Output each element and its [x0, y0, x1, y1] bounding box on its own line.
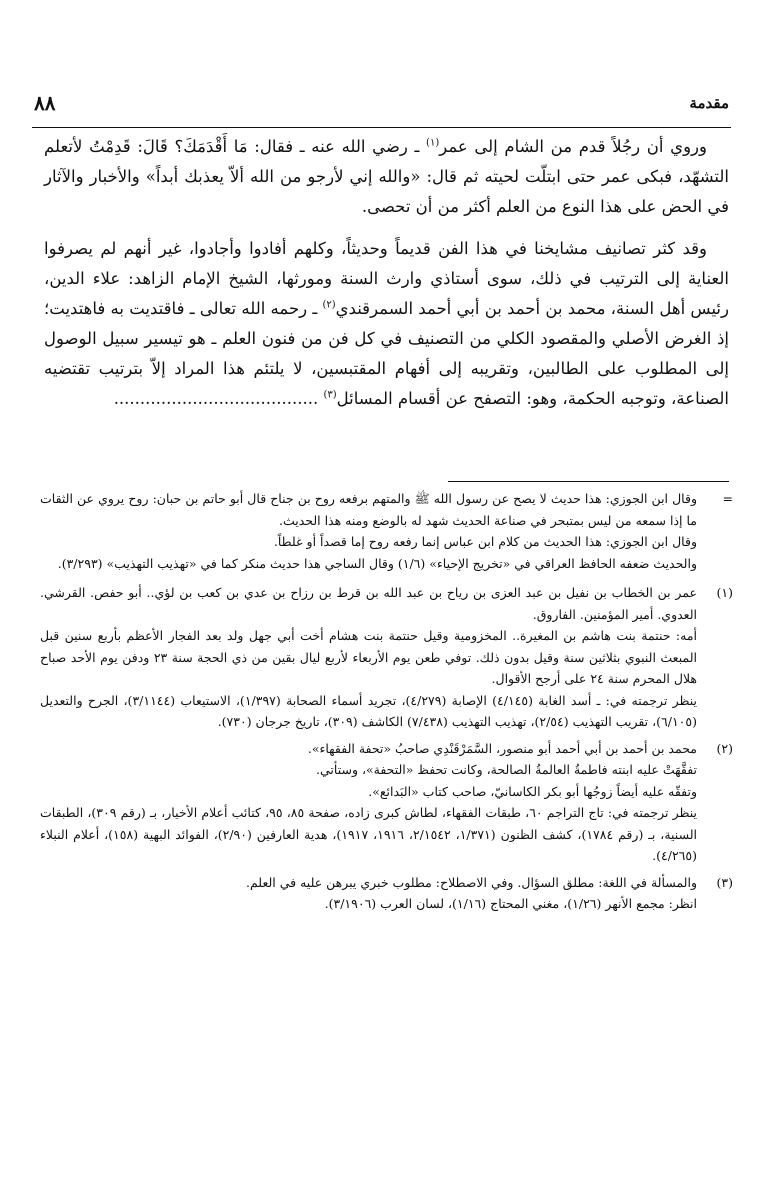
footnote-line: والحديث ضعفه الحافظ العراقي في «تخريج الإحياء» (١/٦) وقال الساجي هذا حديث منكر كما في «تهذيب التهذيب» (٣/٢٩٣).	[57, 555, 697, 571]
footnote-ref: (٣)	[323, 389, 337, 401]
header-divider	[32, 127, 731, 128]
footnote-ref: (٢)	[322, 299, 336, 311]
page-number: ٨٨	[34, 91, 56, 115]
footnote-line: تفقَّهَتْ عليه ابنته فاطمةُ العالمةُ الصالحة، وكانت تحفظ «التحفة»، وستأتي.	[316, 762, 697, 777]
footnote-line: وتفقّه عليه أيضاً زوجُها أبو بكر الكاسانيّ، صاحب كتاب «البَدائع».	[368, 783, 697, 799]
footnote-1	[40, 582, 733, 733]
footnote-line: والمسألة في اللغة: مطلق السؤال. وفي الاصطلاح: مطلوب خبري يبرهن عليه في العلم.	[246, 874, 697, 890]
section-title: مقدمة	[689, 94, 729, 112]
footnote-line: عمر بن الخطاب بن نفيل بن عبد العزى بن رياح بن عبد الله بن قرط بن رزاح بن عدي بن كعب بن لؤي.. أبو حفص. القرشي. العدوي. أمير المؤمنين. الفاروق.	[40, 585, 697, 622]
main-paragraph: وروي أن رجُلاً قدم من الشام إلى عمر$^{(١)}$ ـ رضي الله عنه ـ فقال: مَا أَقْدَمَكَ؟ قَالَ: قَدِمْتُ لأتعلم التشهّد، فبكى عمر حتى ابتلّت لحيته ثم قال: «والله إني لأرجو من الله ألاّ يعذبك أبداً» والأخبار والآثار في الحض على هذا النوع من العلم أكثر من أن تحصى.	[44, 137, 729, 216]
footnote-line: ينظر ترجمته في: ـ أسد الغابة (٤/١٤٥) الإصابة (٤/٢٧٩)، تجريد أسماء الصحابة (١/٣٩٧)، الاستيعاب (٣/١١٤٤)، الجرح والتعديل (٦/١٠٥)، تقريب التهذيب (٢/٥٤)، تهذيب التهذيب (٧/٤٣٨) الكاشف (٣٠٩)، تاريخ جرجان (٧٣٠).	[40, 692, 697, 729]
footnote-mark: (١)	[716, 585, 733, 600]
footnote-3	[40, 872, 733, 915]
footnote-line: وقال ابن الجوزي: هذا الحديث من كلام ابن عباس إنما رفعه روح إما قصداً أو غلطاً.	[273, 534, 697, 549]
footnote-line: وقال ابن الجوزي: هذا حديث لا يصح عن رسول الله ﷺ والمتهم برفعه روح بن جناح قال أبو حاتم بن حبان: روح يروي عن الثقات ما إذا سمعه من ليس بمتبحر في صناعة الحديث شهد له بالوضع ومنه هذا الحديث.	[40, 491, 697, 528]
footnote-line: ينظر ترجمته في: تاج التراجم ٦٠، طبقات الفقهاء، لطاش كبرى زاده، صفحة ٨٥، ٩٥، كتائب أعلام الأخيار، بـ (رقم ٣٠٩)، الطبقات السنية، بـ (رقم ١٧٨٤)، كشف الظنون (١/٣٧١، ٢/١٥٤٢، ١٩١٦، ١٩١٧)، هدية العارفين (٢/٩٠)، الفوائد البهية (١٥٨)، أعلام النبلاء (٤/٢٦٥).	[40, 805, 698, 863]
continuation-dots: .......................................	[113, 389, 324, 408]
main-paragraph: وقد كثر تصانيف مشايخنا في هذا الفن قديماً وحديثاً، وكلهم أفادوا وأجادوا، غير أنهم لم يصرفوا العناية إلى الترتيب في ذلك، سوى أستاذي وارث السنة ومورثها، الشيخ الإمام الزاهد: علاء الدين، رئيس أهل السنة، محمد بن أحمد بن أبي أحمد السمرقندي$^{(٢)}$ ـ رحمه الله تعالى ـ فاقتديت به فاهتديت؛ إذ الغرض الأصلي والمقصود الكلي من التصنيف في كل فن من فنون العلم ـ هو تيسير سبيل الوصول إلى المطلوب على الطالبين، وتقريبه إلى أفهام المقتبسين، لا يلتئم هذا المراد إلاّ بترتيب تقتضيه الصناعة، وتوجبه الحكمة، وهو: التصفح عن أقسام المسائل$^{(٣)}$ .......................................	[44, 239, 729, 408]
footnote-continued	[40, 488, 733, 574]
footnotes	[40, 488, 733, 920]
main-text	[44, 132, 729, 426]
footnote-2	[40, 738, 733, 867]
footnote-line: أمه: حنتمة بنت هاشم بن المغيرة.. المخزومية وقيل حنتمة بنت هشام أخت أبي جهل ولد بعد الفجار الأعظم بأربع سنين قبل المبعث النبوي بثلاثين سنة وقيل بدون ذلك. توفي طعن يوم الأربعاء لأربع ليال بقين من ذي الحجة سنة ٢٣ ودفن يوم الأحد صباح هلال المحرم سنة ٢٤ على أرجح الأقوال.	[40, 628, 697, 686]
page-header	[34, 88, 729, 118]
footnote-mark: =	[722, 491, 733, 506]
footnote-divider	[448, 481, 729, 482]
footnote-line: محمد بن أحمد بن أبي أحمد أبو منصور، السَّمَرْقَنْدِي صاحبُ «تحفة الفقهاء».	[307, 740, 697, 756]
footnote-mark: (٣)	[716, 874, 733, 890]
footnote-line: انظر: مجمع الأنهر (١/٢٦)، مغني المحتاج (١/١٦)، لسان العرب (٣/١٩٠٦).	[324, 896, 697, 911]
footnote-mark: (٢)	[716, 740, 733, 756]
footnote-ref: (١)	[426, 137, 440, 149]
